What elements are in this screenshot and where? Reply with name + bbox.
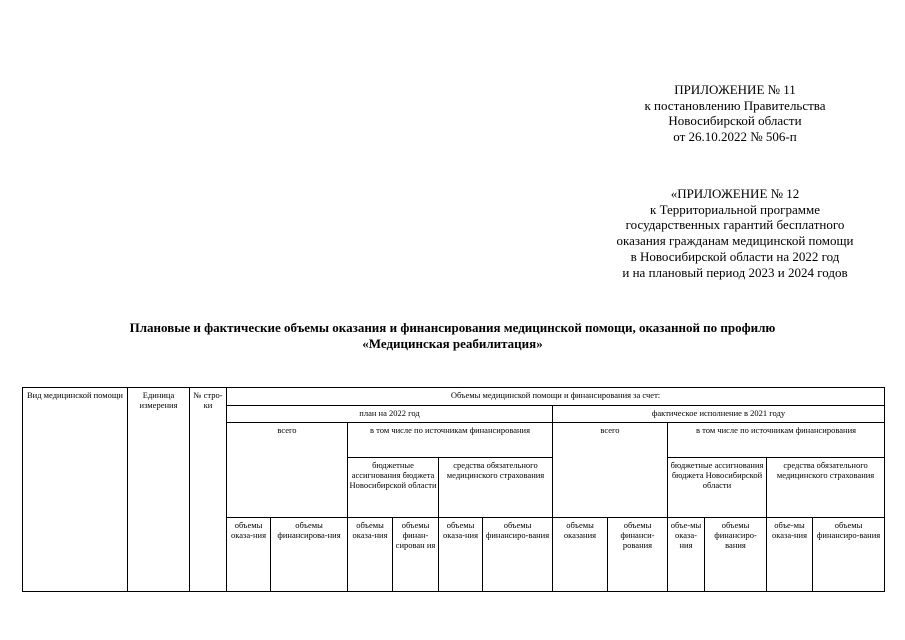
sub-header-plan-total-volume: объемы оказа-ния [227,518,271,592]
sub-header-plan-budget-finance: объемы финан-сирован ия [393,518,439,592]
column-header-row-number: № стро-ки [190,388,227,592]
plan-oms-header: средства обязательного медицинского страхования [439,458,553,518]
plan-total-header: всего [227,423,348,518]
sub-header-plan-total-finance: объемы финансирова-ния [271,518,348,592]
appendix-12-header [590,186,880,280]
sub-header-fact-oms-finance: объемы финансиро-вания [813,518,885,592]
sub-header-plan-oms-volume: объемы оказа-ния [439,518,483,592]
sub-header-fact-oms-volume: объе-мы оказа-ния [767,518,813,592]
sub-header-fact-budget-volume: объе-мы оказа-ния [668,518,705,592]
sub-header-fact-total-volume: объемы оказания [553,518,608,592]
document-title-line-2: «Медицинская реабилитация» [362,336,543,351]
sub-header-fact-budget-finance: объемы финансиро-вания [705,518,767,592]
fact-by-source-header: в том числе по источникам финансирования [668,423,885,458]
volumes-header: Объемы медицинской помощи и финансирования за счет: [227,388,885,406]
sub-header-fact-total-finance: объемы финанси-рования [608,518,668,592]
plan-by-source-header: в том числе по источникам финансирования [348,423,553,458]
column-header-unit: Единица измерения [128,388,190,592]
sub-header-plan-budget-volume: объемы оказа-ния [348,518,393,592]
fact-oms-header: средства обязательного медицинского страхования [767,458,885,518]
appendix-11-number: ПРИЛОЖЕНИЕ № 11 [674,82,796,97]
appendix-11-region: Новосибирской области [668,113,802,129]
appendix-11-date: от 26.10.2022 № 506-п [673,129,797,145]
column-header-care-type: Вид медицинской помощи [23,388,128,592]
plan-2022-header: план на 2022 год [227,406,553,423]
fact-total-header: всего [553,423,668,518]
plan-budget-header: бюджетные ассигнования бюджета Новосибирской области [348,458,439,518]
appendix-12-line-5: в Новосибирской области на 2022 год [630,248,840,264]
appendix-12-line-3: государственных гарантий бесплатного [625,217,845,233]
sub-header-plan-oms-finance: объемы финансиро-вания [483,518,553,592]
appendix-12-line-6: и на плановый период 2023 и 2024 годов [622,264,848,280]
document-title [30,320,875,352]
appendix-12-line-4: оказания гражданам медицинской помощи [616,233,854,249]
appendix-12-line-2: к Территориальной программе [650,201,820,217]
volumes-table [22,387,885,592]
appendix-11-header [620,82,850,145]
appendix-12-number: «ПРИЛОЖЕНИЕ № 12 [670,186,800,201]
document-title-line-1: Плановые и фактические объемы оказания и финансирования медицинской помощи, оказанной по профилю [129,320,776,335]
appendix-11-reference: к постановлению Правительства [644,97,826,113]
fact-2021-header: фактическое исполнение в 2021 году [553,406,885,423]
fact-budget-header: бюджетные ассигнования бюджета Новосибирской области [668,458,767,518]
